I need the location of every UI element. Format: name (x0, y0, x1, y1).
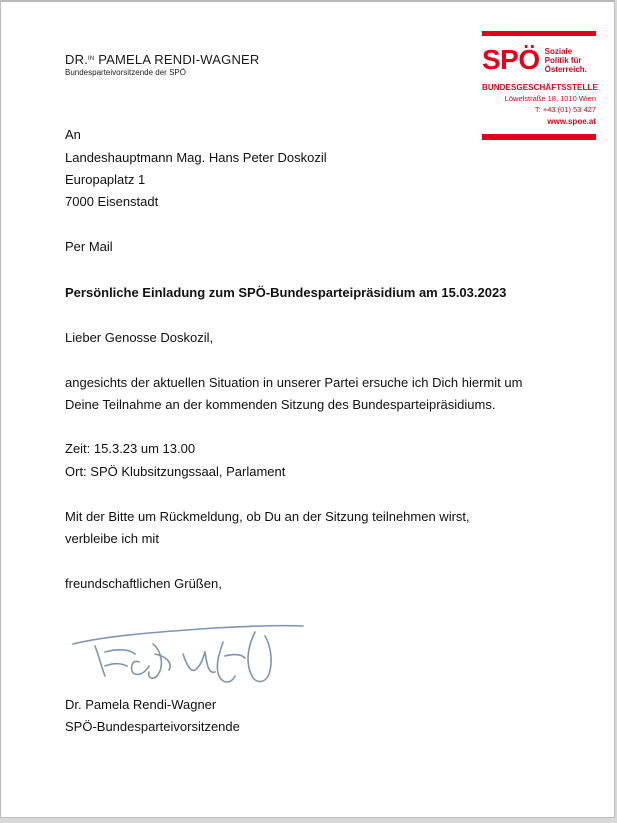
sender-name-prefix: DR. (65, 52, 88, 67)
meeting-place: Ort: SPÖ Klubsitzungssaal, Parlament (65, 464, 286, 479)
body-line: verbleibe ich mit (65, 531, 159, 546)
logo-office: BUNDESGESCHÄFTSSTELLE (482, 83, 598, 92)
letter-subject: Persönliche Einladung zum SPÖ-Bundesparteipräsidium am 15.03.2023 (65, 285, 507, 300)
delivery-note: Per Mail (65, 239, 113, 254)
body-line: Mit der Bitte um Rückmeldung, ob Du an der Sitzung teilnehmen wirst, (65, 509, 470, 524)
recipient-city: 7000 Eisenstadt (65, 194, 159, 209)
recipient-street: Europaplatz 1 (65, 172, 146, 187)
signature-name: Dr. Pamela Rendi-Wagner (65, 697, 217, 712)
sender-name-sup: IN (88, 56, 95, 62)
logo-phone: T: +43 (01) 53 427 (534, 105, 596, 114)
recipient-an: An (65, 127, 81, 142)
logo-address: Löwelstraße 18, 1010 Wien (504, 94, 596, 103)
spoe-logo (482, 31, 596, 140)
sender-role: Bundesparteivorsitzende der SPÖ (65, 68, 186, 77)
logo-top-bar (482, 31, 596, 36)
recipient-name: Landeshauptmann Mag. Hans Peter Doskozil (65, 150, 327, 165)
logo-bottom-bar (482, 134, 596, 140)
body-line: Deine Teilnahme an der kommenden Sitzung des Bundesparteipräsidiums. (65, 397, 496, 412)
sender-name-main: PAMELA RENDI-WAGNER (98, 52, 260, 67)
closing: freundschaftlichen Grüßen, (65, 576, 222, 591)
logo-web: www.spoe.at (547, 117, 596, 126)
salutation: Lieber Genosse Doskozil, (65, 330, 214, 345)
handwritten-signature (65, 614, 315, 694)
logo-slogan-line: Politik für (544, 55, 582, 65)
logo-brand: SPÖ (482, 44, 540, 75)
sender-block (65, 52, 260, 77)
sender-name (65, 52, 260, 67)
logo-slogan (545, 47, 587, 74)
signature-title: SPÖ-Bundesparteivorsitzende (65, 719, 240, 734)
logo-slogan-line: Soziale (544, 46, 573, 56)
meeting-time: Zeit: 15.3.23 um 13.00 (65, 441, 196, 456)
logo-slogan-line: Österreich. (544, 64, 587, 74)
body-line: angesichts der aktuellen Situation in unserer Partei ersuche ich Dich hiermit um (65, 375, 523, 390)
